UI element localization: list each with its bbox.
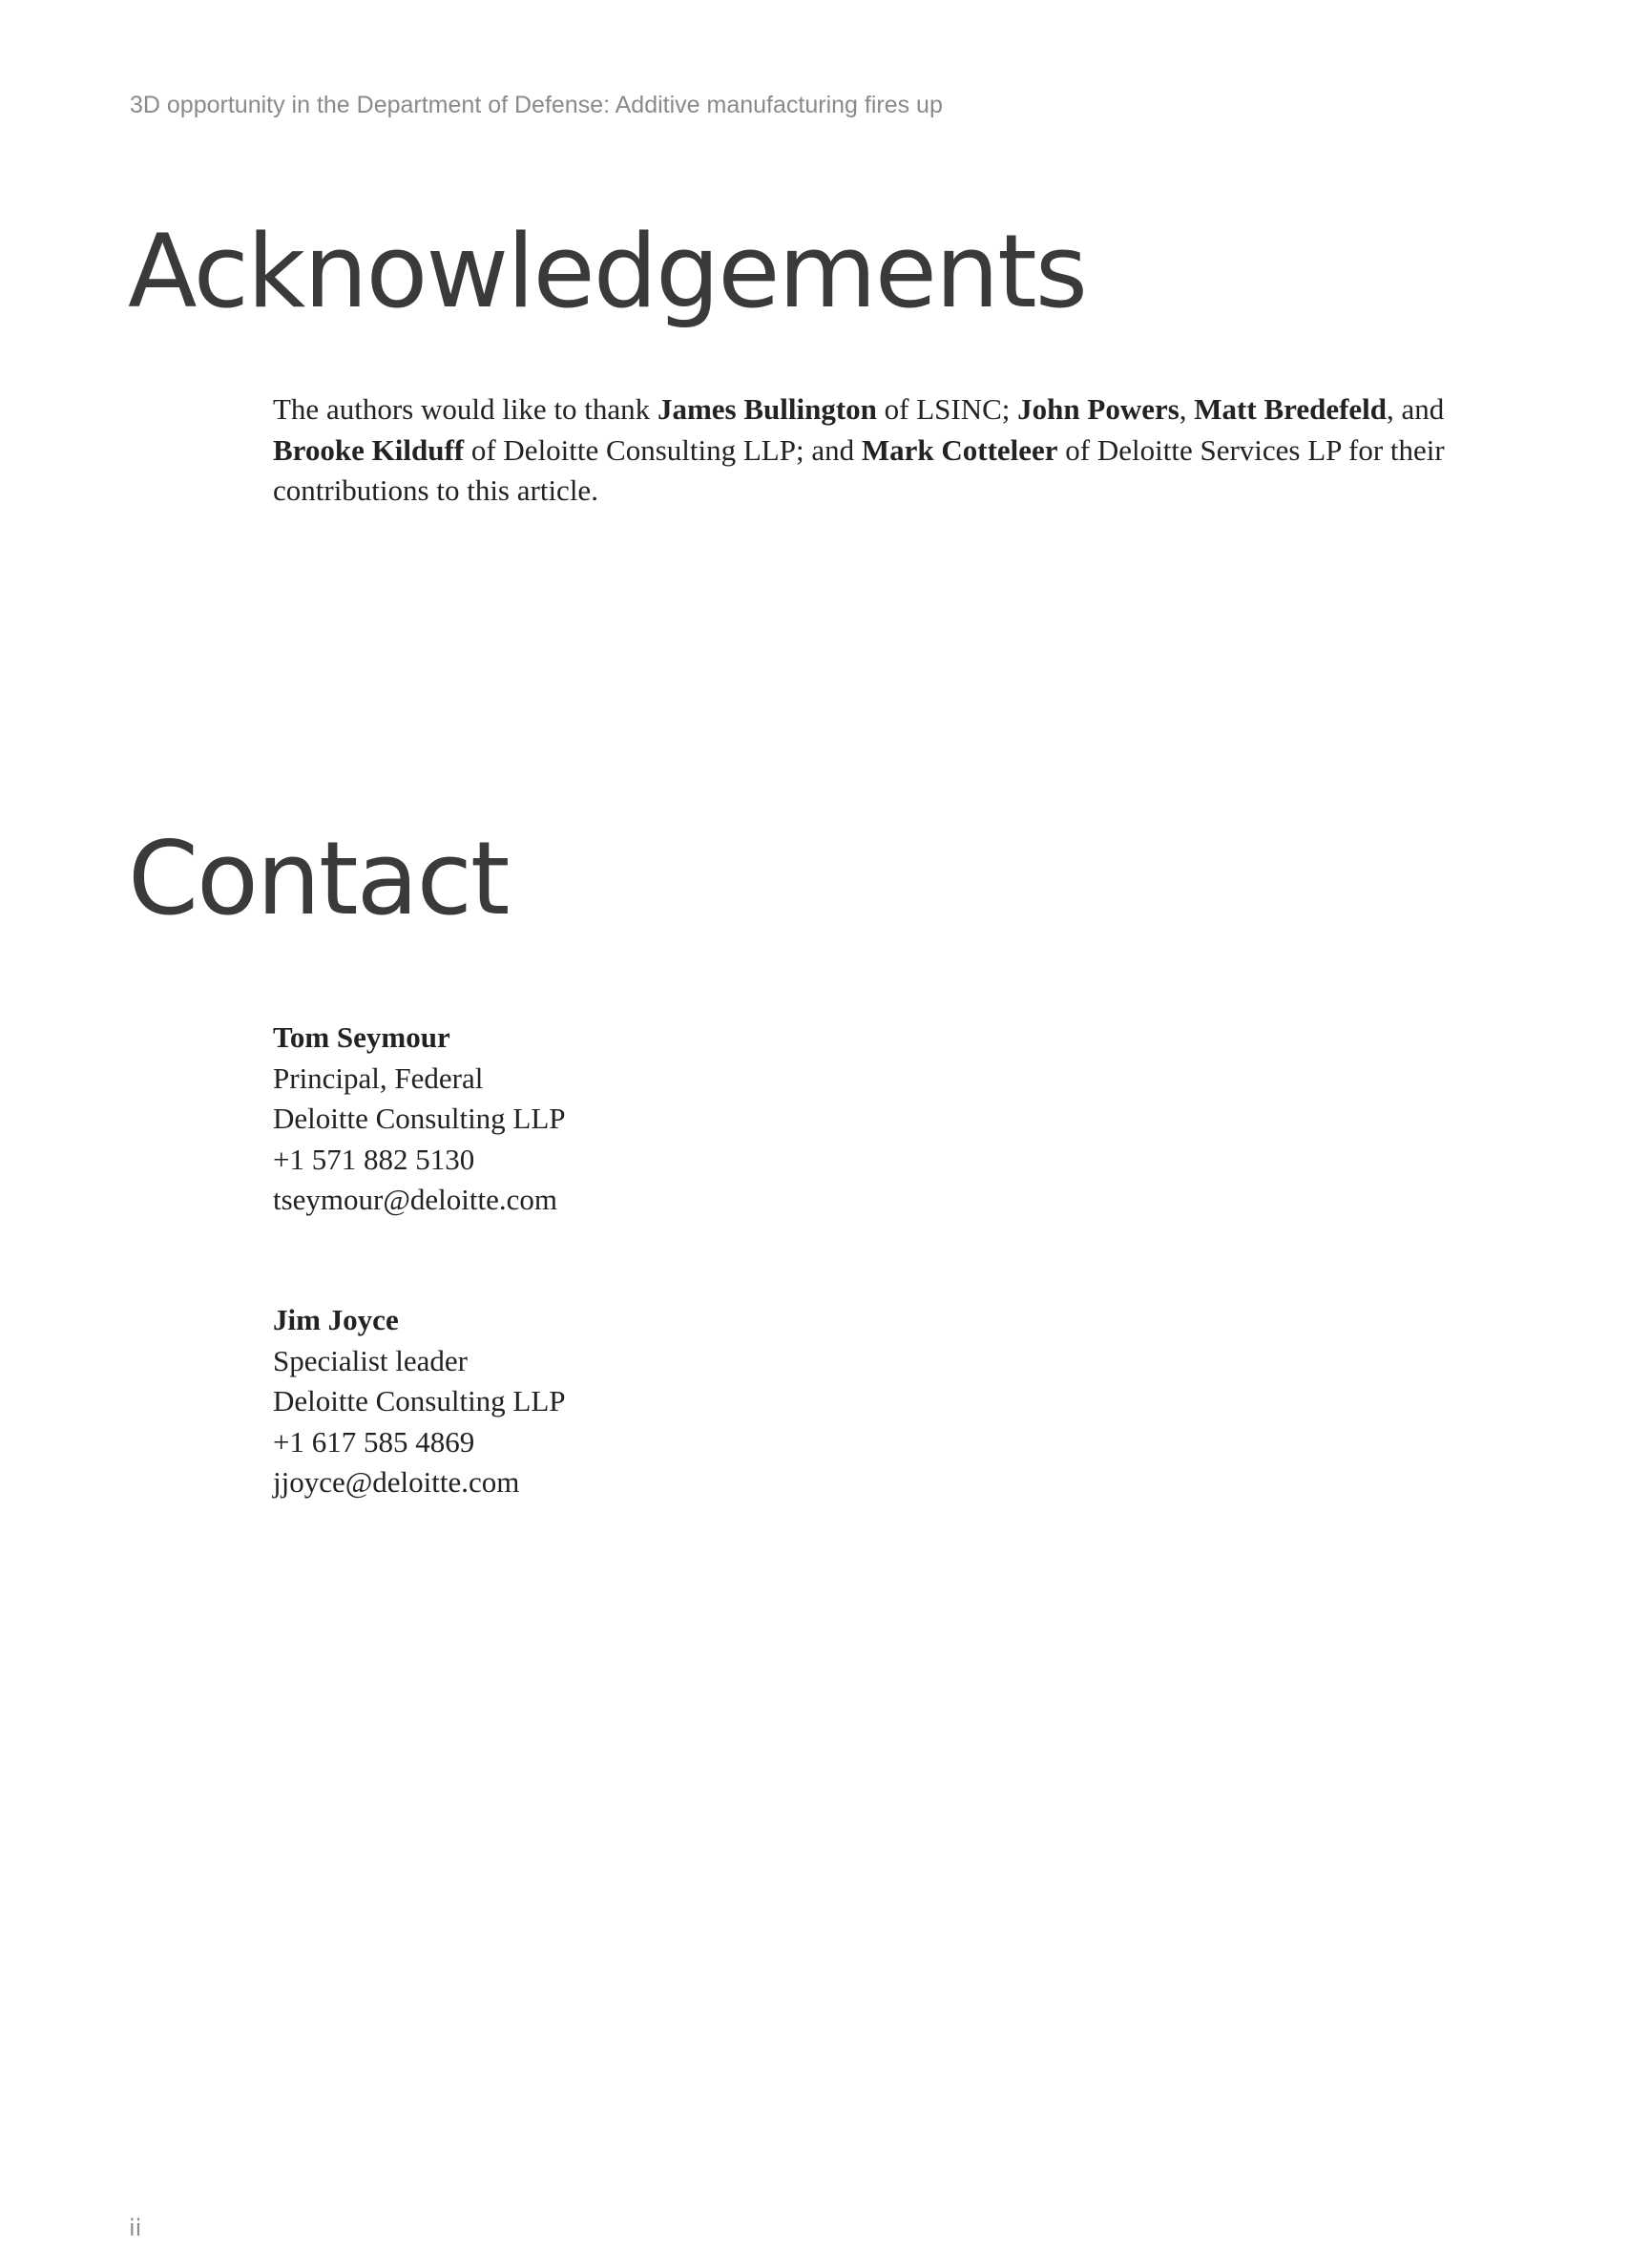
acknowledgements-paragraph <box>273 389 1456 512</box>
contact-company: Deloitte Consulting LLP <box>273 1102 566 1135</box>
contact-company: Deloitte Consulting LLP <box>273 1384 566 1418</box>
page-number: ii <box>129 2215 142 2241</box>
ack-person-name: Brooke Kilduff <box>273 432 465 467</box>
contact-card <box>273 1300 566 1503</box>
ack-text-segment: of Deloitte Consulting LLP; and <box>464 432 862 467</box>
ack-person-name: Matt Bredefeld <box>1194 392 1388 426</box>
contact-role: Specialist leader <box>273 1343 468 1377</box>
ack-text-segment: , <box>1179 392 1195 426</box>
ack-text-segment: of Deloitte Services LP for their contributions to this article. <box>273 432 1445 507</box>
ack-text-segment: of LSINC; <box>876 392 1018 426</box>
ack-person-name: Mark Cotteleer <box>861 432 1058 467</box>
contact-email: tseymour@deloitte.com <box>273 1183 558 1216</box>
ack-person-name: James Bullington <box>657 392 877 426</box>
contact-name: Jim Joyce <box>273 1303 399 1336</box>
contact-card <box>273 1018 566 1221</box>
contact-name: Tom Seymour <box>273 1020 450 1054</box>
contact-role: Principal, Federal <box>273 1060 484 1095</box>
contact-phone: +1 617 585 4869 <box>273 1424 475 1459</box>
ack-text-segment: , and <box>1387 392 1445 426</box>
ack-person-name: John Powers <box>1017 392 1179 426</box>
acknowledgements-title: Acknowledgements <box>128 213 1086 330</box>
ack-text-segment: The authors would like to thank <box>273 392 658 426</box>
running-header: 3D opportunity in the Department of Defense: Additive manufacturing fires up <box>130 92 943 118</box>
contact-email: jjoyce@deloitte.com <box>273 1465 520 1499</box>
contact-title: Contact <box>128 820 509 937</box>
contact-phone: +1 571 882 5130 <box>273 1142 475 1176</box>
